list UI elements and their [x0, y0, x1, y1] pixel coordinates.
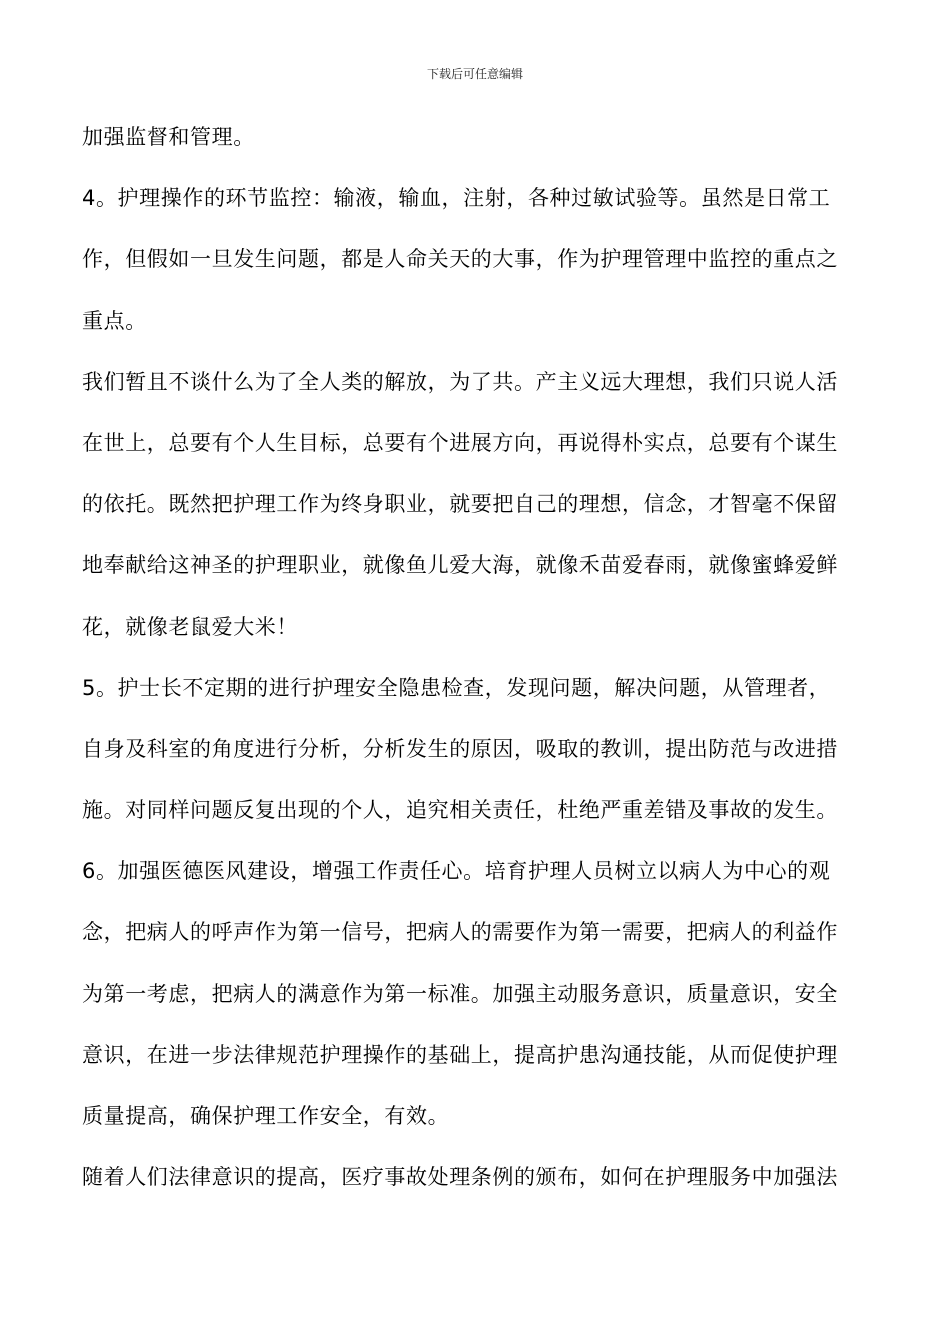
text-line: 4。护理操作的环节监控：输液，输血，注射，各种过敏试验等。虽然是日常工	[82, 186, 831, 211]
text-line: 重点。	[82, 308, 147, 333]
text-line: 随着人们法律意识的提高，医疗事故处理条例的颁布，如何在护理服务中加强法	[82, 1165, 838, 1190]
text-line: 质量提高，确保护理工作安全，有效。	[82, 1104, 450, 1128]
text-line: 为第一考虑，把病人的满意作为第一标准。加强主动服务意识，质量意识，安全	[82, 981, 838, 1006]
document-body	[82, 107, 872, 1208]
page-header: 下载后可任意编辑	[426, 67, 523, 81]
text-line: 在世上，总要有个人生目标，总要有个进展方向，再说得朴实点，总要有个谋生	[82, 430, 838, 455]
text-line: 自身及科室的角度进行分析，分析发生的原因，吸取的教训，提出防范与改进措	[82, 736, 838, 761]
text-line: 我们暂且不谈什么为了全人类的解放，为了共。产主义远大理想，我们只说人活	[82, 369, 838, 394]
text-line: 花，就像老鼠爱大米！	[82, 614, 298, 639]
text-line: 意识，在进一步法律规范护理操作的基础上，提高护患沟通技能，从而促使护理	[82, 1042, 838, 1067]
text-line: 的依托。既然把护理工作为终身职业，就要把自己的理想，信念，才智毫不保留	[82, 492, 838, 517]
text-line: 作，但假如一旦发生问题，都是人命关天的大事，作为护理管理中监控的重点之	[82, 247, 838, 272]
text-line: 加强监督和管理。	[82, 125, 255, 149]
text-line: 念，把病人的呼声作为第一信号，把病人的需要作为第一需要，把病人的利益作	[82, 920, 838, 945]
text-line: 地奉献给这神圣的护理职业，就像鱼儿爱大海，就像禾苗爱春雨，就像蜜蜂爱鲜	[82, 553, 838, 578]
text-line: 6。加强医德医风建设，增强工作责任心。培育护理人员树立以病人为中心的观	[82, 859, 831, 884]
text-line: 施。对同样问题反复出现的个人，追究相关责任，杜绝严重差错及事故的发生。	[82, 798, 838, 823]
text-line: 5。护士长不定期的进行护理安全隐患检查，发现问题，解决问题，从管理者，	[82, 675, 831, 700]
